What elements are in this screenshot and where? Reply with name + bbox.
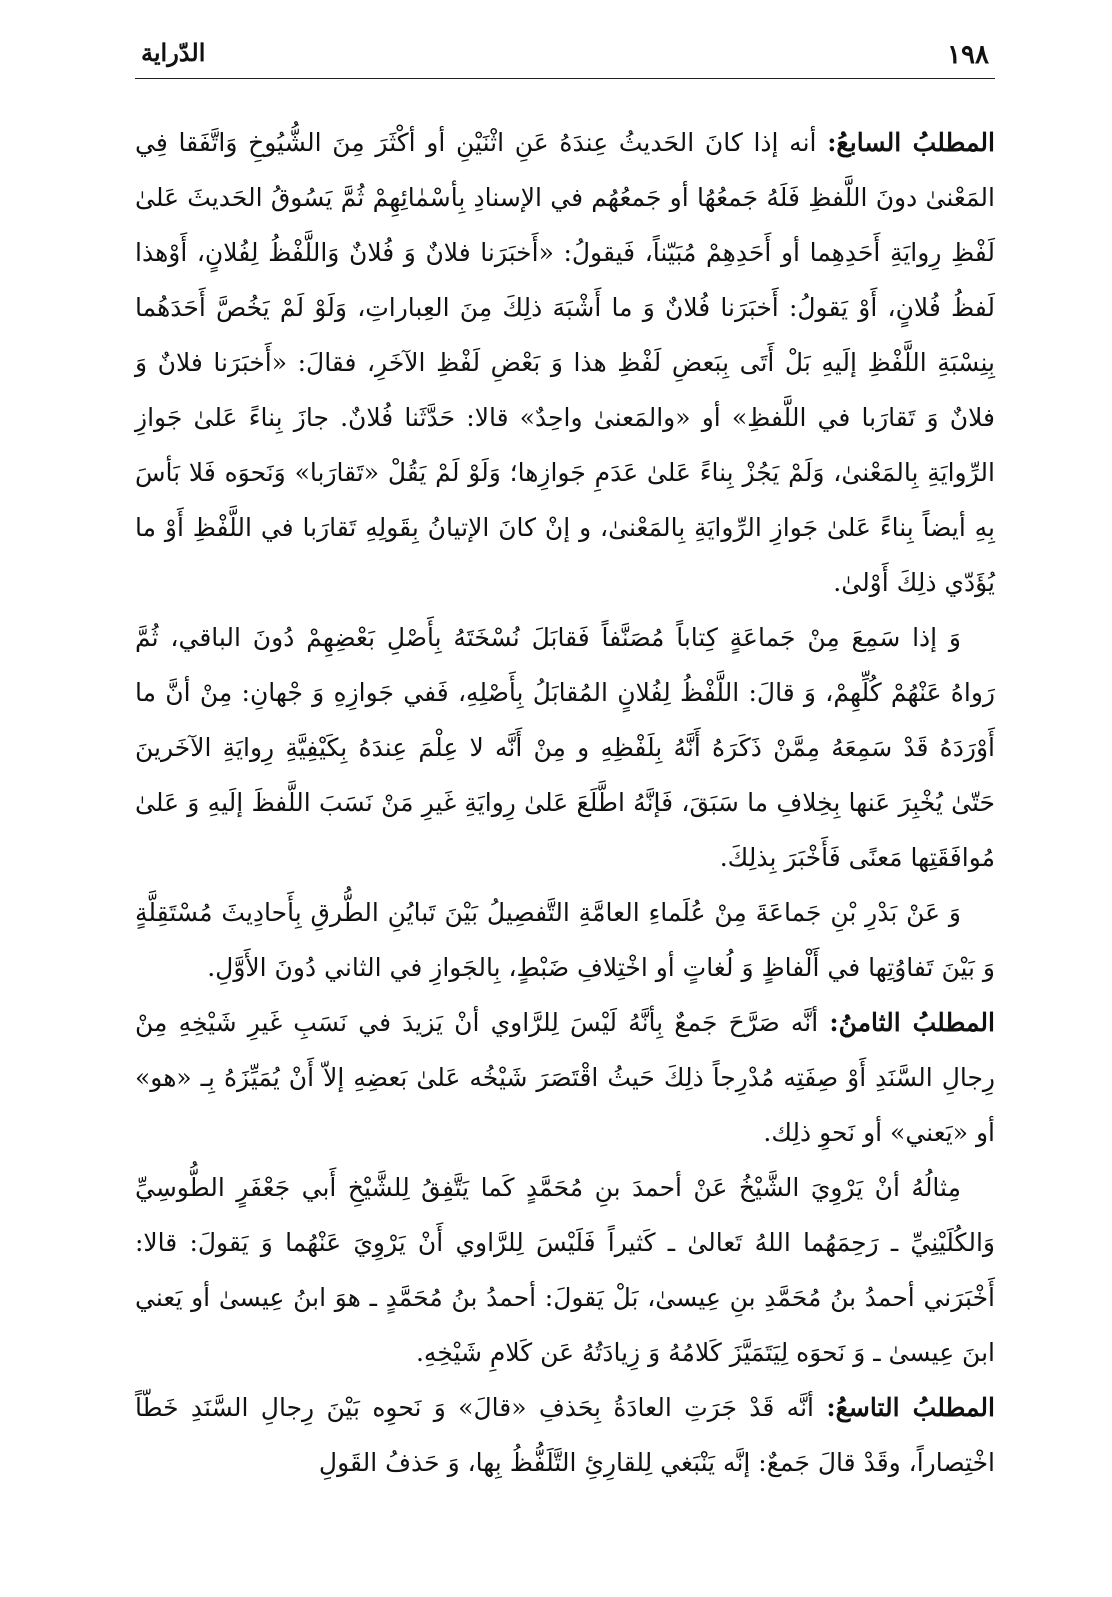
book-title: الدّراية bbox=[141, 38, 206, 67]
paragraph-text: مِثالُهُ أنْ يَرْوِيَ الشَّيْخُ عَنْ أحمدَ بنِ مُحَمَّدٍ كَما يَتَّفِقُ لِلشَّيْخِ أَبي جَعْفَرٍ الطُّوسِيِّ وَالكُلَيْنِيِّ ـ رَحِمَهُما اللهُ تَعالىٰ ـ كَثيراً فَلَيْسَ لِلرَّاوي أَنْ يَرْوِيَ عَنْهُما وَ يَقولَ: قالا: أَخْبَرَني أحمدُ بنُ مُحَمَّدِ بنِ عِيسىٰ، بَلْ يَقولَ: أحمدُ بنُ مُحَمَّدٍ ـ هوَ ابنُ عِيسىٰ أو يَعني ابنَ عِيسىٰ ـ وَ نَحوَه لِيَتَمَيَّزَ كَلامُهُ وَ زِيادَتُهُ عَن كَلامِ شَيْخِهِ. bbox=[135, 1173, 995, 1367]
section-heading-seven: المطلبُ السابعُ: bbox=[827, 128, 995, 157]
paragraph-example bbox=[135, 1160, 995, 1380]
body-text bbox=[135, 115, 995, 1490]
paragraph-section-seven bbox=[135, 115, 995, 610]
paragraph-text: وَ إذا سَمِعَ مِنْ جَماعَةٍ كِتاباً مُصَنَّفاً فَقابَلَ نُسْخَتَهُ بِأَصْلِ بَعْضِهِمْ دُونَ الباقي، ثُمَّ رَواهُ عَنْهُمْ كُلِّهِمْ، وَ قالَ: اللَّفْظُ لِفُلانٍ المُقابَلُ بِأَصْلِهِ، فَفي جَوازِهِ وَ جْهانِ: مِنْ أنَّ ما أَوْرَدَهُ قَدْ سَمِعَهُ مِمَّنْ ذَكَرَهُ أَنَّهُ بِلَفْظِهِ و مِنْ أَنَّه لا عِلْمَ عِندَهُ بِكَيْفِيَّةِ رِوايَةِ الآخَرينَ حَتّىٰ يُخْبِرَ عَنها بِخِلافِ ما سَبَقَ، فَإنَّهُ اطَّلَعَ عَلىٰ رِوايَةِ غَيرِ مَنْ نَسَبَ اللَّفظَ إلَيهِ وَ عَلىٰ مُوافَقَتِها مَعنًى فَأَخْبَرَ بِذلِكَ. bbox=[135, 623, 995, 872]
paragraph-text: أنه إذا كانَ الحَديثُ عِندَهُ عَنِ اثْنَيْنِ أو أكْثَرَ مِنَ الشُّيُوخِ وَاتَّفَقا فِي المَعْنىٰ دونَ اللَّفظِ فَلَهُ جَمعُهُا أو جَمعُهُم في الإسنادِ بِأسْمٰائِهِمْ ثُمَّ يَسُوقُ الحَديثَ عَلىٰ لَفْظِ رِوايَةِ أَحَدِهِما أو أَحَدِهِمْ مُبَيّناً، فَيقولُ: «أَخبَرَنا فلانٌ وَ فُلانٌ وَاللَّفْظُ لِفُلانٍ، أَوْهذا لَفظُ فُلانٍ، أَوْ يَقولُ: أَخبَرَنا فُلانٌ وَ ما أَشْبَهَ ذلِكَ مِنَ العِباراتِ، وَلَوْ لَمْ يَخُصَّ أَحَدَهُما بِنِسْبَةِ اللَّفْظِ إلَيهِ بَلْ أَتَى بِبَعضِ لَفْظِ هذا وَ بَعْضِ لَفْظِ الآخَرِ، فقالَ: «أَخبَرَنا فلانٌ وَ فلانٌ وَ تَقارَبا في اللَّفظِ» أو «والمَعنىٰ واحِدٌ» قالا: حَدَّثَنا فُلانٌ. جازَ بِناءً عَلىٰ جَوازِ الرِّوايَةِ بِالمَعْنىٰ، وَلَمْ يَجُزْ بِناءً عَلىٰ عَدَمِ جَوازِها؛ وَلَوْ لَمْ يَقُلْ «تَقارَبا» وَنَحوَه فَلا بَأسَ بِهِ أيضاً بِناءً عَلىٰ جَوازِ الرِّوايَةِ بِالمَعْنىٰ، و إنْ كانَ الإتيانُ بِقَولِهِ تَقارَبا في اللَّفْظِ أَوْ ما يُؤَدّي ذلِكَ أَوْلىٰ. bbox=[135, 128, 995, 597]
running-header bbox=[135, 30, 995, 79]
section-heading-eight: المطلبُ الثامنُ: bbox=[829, 1008, 995, 1037]
paragraph-group-hearing bbox=[135, 610, 995, 885]
paragraph-text: أنَّه صَرَّحَ جَمعٌ بِأنَّهُ لَيْسَ لِلرَّاوي أنْ يَزيدَ في نَسَبِ غَيرِ شَيْخِهِ مِنْ رِجالِ السَّنَدِ أَوْ صِفَتِه مُدْرِجاً ذلِكَ حَيثُ اقْتَصَرَ شَيْخُه عَلىٰ بَعضِهِ إلاّ أَنْ يُمَيِّزَهُ بِـ «هو» أو «يَعني» أو نَحوِ ذلِك. bbox=[135, 1008, 995, 1147]
paragraph-text: وَ عَنْ بَدْرِ بْنِ جَماعَةَ مِنْ عُلَماءِ العامَّةِ التَّفصِيلُ بَيْنَ تَبايُنِ الطُّرقِ بِأَحادِيثَ مُسْتَقِلَّةٍ وَ بَيْنَ تَفاوُتِها في أَلْفاظٍ وَ لُغاتٍ أو اخْتِلافِ ضَبْطٍ، بِالجَوازِ في الثاني دُونَ الأَوَّلِ. bbox=[135, 898, 995, 982]
paragraph-section-nine bbox=[135, 1380, 995, 1490]
paragraph-section-eight bbox=[135, 995, 995, 1160]
page-number: ١٩٨ bbox=[947, 40, 989, 70]
paragraph-text: أنَّه قَدْ جَرَتِ العادَةُ بِحَذفِ «قالَ» وَ نَحوِه بَيْنَ رِجالِ السَّنَدِ خَطّاً اخْتِصاراً، وقَدْ قالَ جَمعٌ: إنَّه يَنْبَغي لِلقارِئِ التَّلَفُّظُ بِها، وَ حَذفُ القَولِ bbox=[135, 1393, 995, 1477]
book-page bbox=[135, 30, 995, 1570]
section-heading-nine: المطلبُ التاسعُ: bbox=[826, 1393, 995, 1422]
paragraph-badr-ibn-jamaa bbox=[135, 885, 995, 995]
